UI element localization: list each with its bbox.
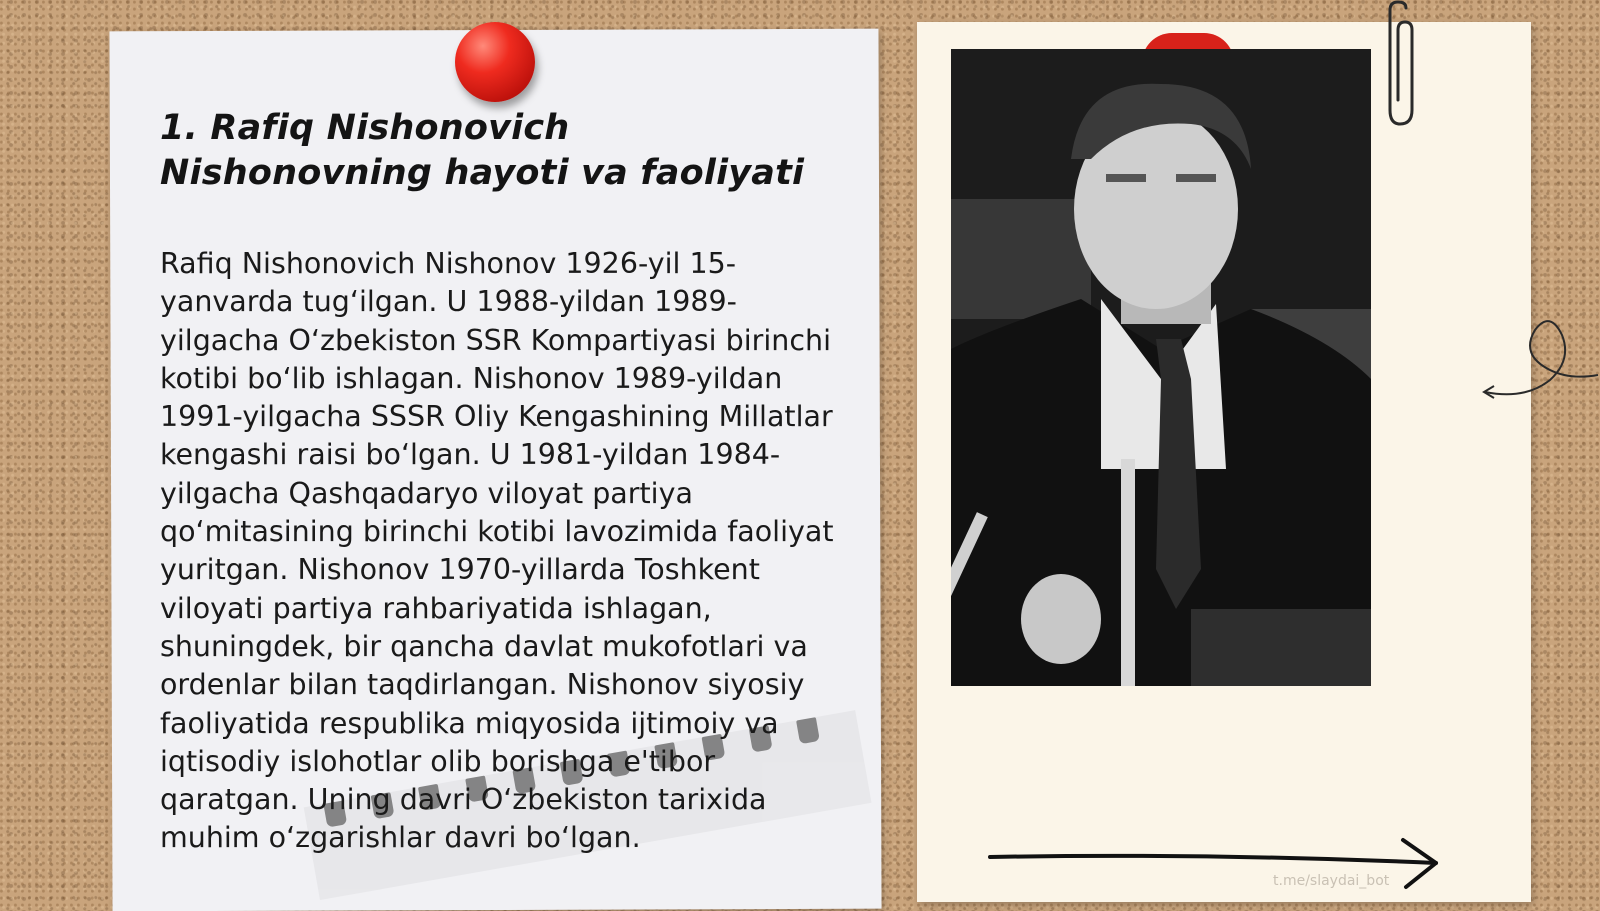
squiggle-arrow-icon	[1480, 310, 1600, 410]
slide-title: 1. Rafiq Nishonovich Nishonovning hayoti va faoliyati	[160, 108, 805, 193]
watermark-text: t.me/slaydai_bot	[1273, 873, 1390, 889]
portrait-photo	[951, 49, 1371, 686]
slide-body-text: Rafiq Nishonovich Nishonov 1926-yil 15-yanvarda tug‘ilgan. U 1988-yildan 1989-yilgacha O‘zbekiston SSR Kompartiyasi birinchi kotibi bo‘lib ishlagan. Nishonov 1989-yildan 1991-yilgacha SSSR Oliy Kengashining Millatlar kengashi raisi bo‘lgan. U 1981-yildan 1984-yilgacha Qashqadaryo viloyat partiya qo‘mitasining birinchi kotibi lavozimida faoliyat yuritgan. Nishonov 1970-yillarda Toshkent viloyati partiya rahbariyatida ishlagan, shuningdek, bir qancha davlat mukofotlari va ordenlar bilan taqdirlangan. Nishonov siyosiy faoliyatida respublika miqyosida ijtimoiy va iqtisodiy islohotlar olib borishga e'tibor qaratgan. Uning davri O‘zbekiston tarixida muhim o‘zgarishlar davri bo‘lgan.	[160, 247, 834, 855]
paper-clip-icon	[1378, 0, 1418, 130]
push-pin-icon	[455, 22, 535, 102]
